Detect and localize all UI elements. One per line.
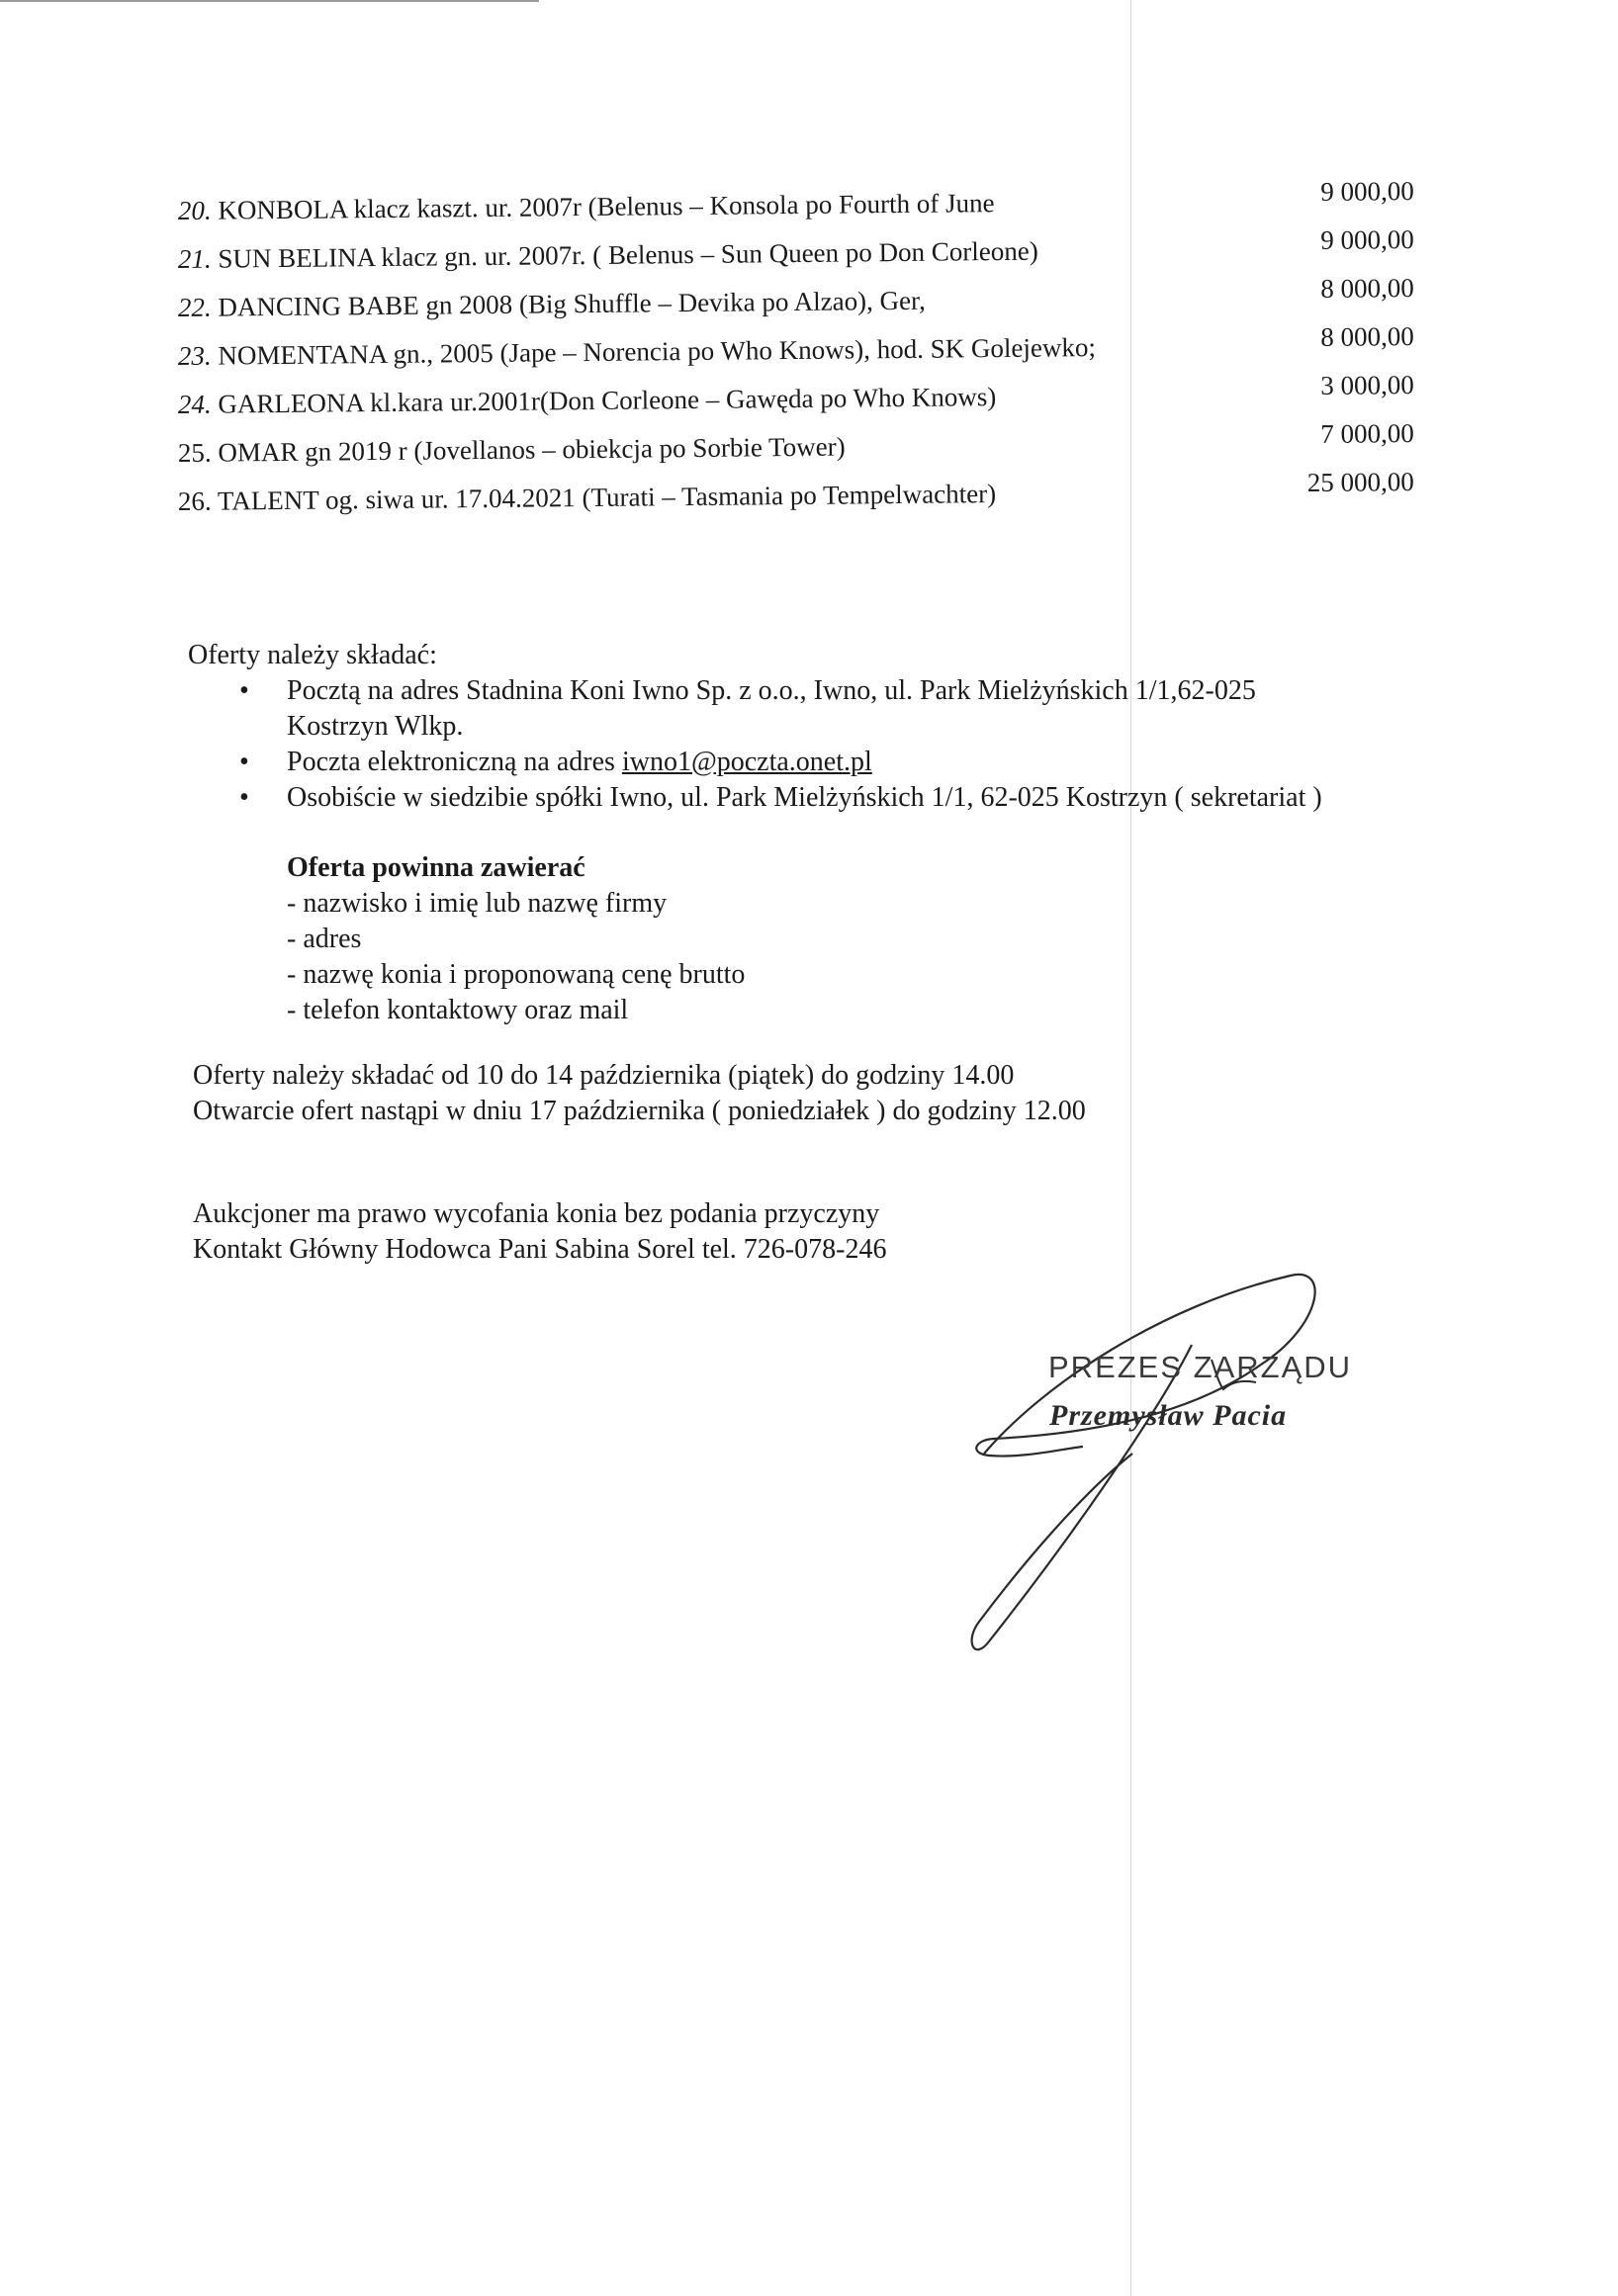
list-item [188, 673, 1322, 745]
offer-method-post: Pocztą na adres Stadnina Koni Iwno Sp. z o.o., Iwno, ul. Park Mielżyńskich 1/1,62-025 [287, 675, 1256, 706]
horse-text: NOMENTANA gn., 2005 (Jape – Norencia po Who Knows), hod. SK Golejewko; [218, 332, 1097, 371]
email-link[interactable]: iwno1@poczta.onet.pl [621, 747, 872, 777]
signature-image [964, 1266, 1340, 1661]
horse-number: 21. [177, 243, 212, 274]
horse-price: 3 000,00 [1320, 370, 1414, 400]
notes-section [193, 1196, 886, 1268]
horse-text: TALENT og. siwa ur. 17.04.2021 (Turati – Tasmania po Tempelwachter) [217, 479, 997, 516]
horse-number: 22. [177, 292, 212, 322]
list-item [188, 745, 1322, 780]
horse-description [178, 188, 995, 226]
horse-number: 23. [177, 340, 212, 371]
list-item [188, 780, 1322, 816]
horse-text: SUN BELINA klacz gn. ur. 2007r. ( Belenus – Sun Queen po Don Corleone) [218, 235, 1038, 274]
offer-method-email-label: Poczta elektroniczną na adres [287, 747, 622, 777]
horse-price: 8 000,00 [1320, 273, 1414, 304]
offer-method-in-person: Osobiście w siedzibie spółki Iwno, ul. Park Mielżyńskich 1/1, 62-025 Kostrzyn ( sekretariat ) [287, 782, 1322, 813]
horse-number: 24. [177, 389, 212, 419]
withdrawal-note: Aukcjoner ma prawo wycofania konia bez podania przyczyny [193, 1198, 880, 1229]
list-item: - nazwę konia i proponowaną cenę brutto [287, 959, 746, 990]
horse-list [177, 176, 1414, 529]
bullet-icon: • [239, 675, 249, 706]
offer-content-title: Oferta powinna zawierać [287, 852, 585, 883]
horse-text: OMAR gn 2019 r (Jovellanos – obiekcja po Sorbie Tower) [218, 431, 846, 468]
submission-deadline: Oferty należy składać od 10 do 14 października (piątek) do godziny 14.00 [193, 1060, 1015, 1091]
horse-description [178, 479, 996, 517]
horse-number: 20. [177, 195, 212, 225]
bullet-icon: • [239, 747, 249, 777]
offers-methods-list [188, 673, 1322, 816]
offers-title: Oferty należy składać: [188, 640, 437, 670]
horse-number: 25. [177, 437, 212, 468]
horse-description [178, 382, 997, 420]
horse-price: 9 000,00 [1320, 176, 1414, 207]
signature-stamp [1048, 1350, 1352, 1433]
stamp-name: Przemysław Pacia [1049, 1399, 1288, 1432]
horse-number: 26. [177, 486, 212, 516]
horse-price: 7 000,00 [1320, 418, 1414, 449]
list-item: - telefon kontaktowy oraz mail [287, 995, 629, 1025]
opening-date: Otwarcie ofert nastąpi w dniu 17 października ( poniedziałek ) do godziny 12.00 [193, 1096, 1086, 1126]
list-item: - adres [287, 924, 362, 954]
offers-section [188, 638, 1322, 816]
horse-description [178, 286, 926, 323]
bullet-icon: • [239, 782, 249, 813]
horse-text: DANCING BABE gn 2008 (Big Shuffle – Devika po Alzao), Ger, [218, 285, 926, 322]
horse-price: 25 000,00 [1306, 467, 1414, 498]
top-border-line [0, 0, 539, 2]
horse-text: KONBOLA klacz kaszt. ur. 2007r (Belenus – Konsola po Fourth of June [218, 188, 995, 225]
horse-price: 8 000,00 [1320, 321, 1414, 352]
offer-content-section [287, 850, 745, 1028]
stamp-title: PREZES ZARZĄDU [1048, 1350, 1353, 1384]
contact-info: Kontakt Główny Hodowca Pani Sabina Sorel tel. 726-078-246 [193, 1234, 887, 1265]
horse-description [178, 432, 846, 469]
horse-price: 9 000,00 [1320, 224, 1414, 255]
horse-text: GARLEONA kl.kara ur.2001r(Don Corleone – Gawęda po Who Knows) [218, 382, 997, 419]
offer-method-post-city: Kostrzyn Wlkp. [287, 711, 464, 742]
dates-section [193, 1058, 1086, 1129]
list-item: - nazwisko i imię lub nazwę firmy [287, 888, 668, 919]
